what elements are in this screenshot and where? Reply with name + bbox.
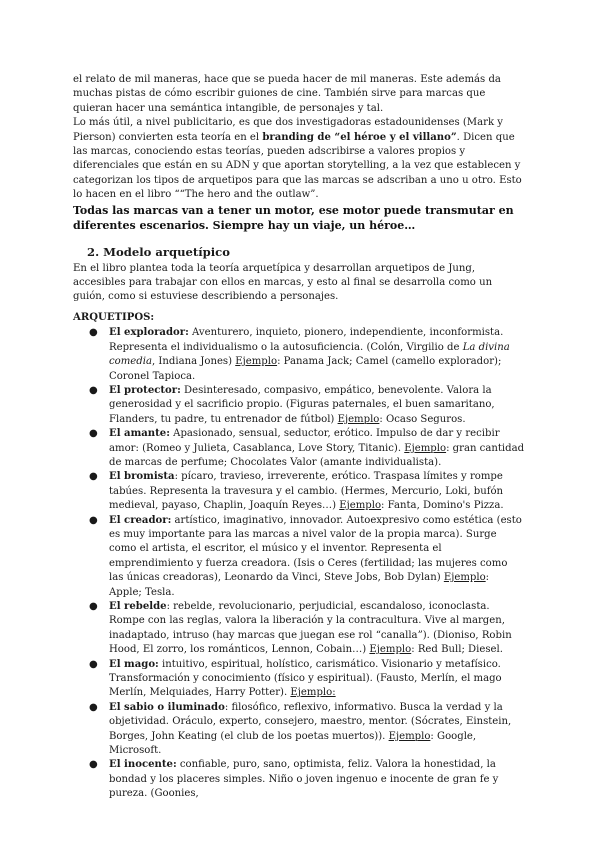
ejemplo-label: Ejemplo bbox=[443, 572, 486, 584]
archetype-description: : filosófico, reflexivo, informativo. Busca la verdad y la objetividad. Oráculo, experto, consejero, maestro, mentor. (Sócrates, Einstein, Borges, John Keating (el club de los poetas muertos)). bbox=[109, 701, 512, 742]
archetype-examples: : Fanta, Domino's Pizza. bbox=[381, 500, 504, 512]
ejemplo-label: Ejemplo bbox=[388, 730, 431, 742]
archetype-name: El explorador: bbox=[109, 327, 189, 339]
archetype-examples: : Red Bull; Diesel. bbox=[411, 644, 503, 656]
archetype-name: El amante: bbox=[109, 428, 170, 440]
archetype-item bbox=[73, 427, 525, 470]
section-body: En el libro plantea toda la teoría arquetípica y desarrollan arquetipos de Jung, accesibles para trabajar con ellos en marcas, y esto al final se desarrolla como un guión, como si estuviese describiendo a personajes. bbox=[73, 262, 493, 303]
archetype-name: El rebelde bbox=[109, 601, 167, 612]
bullet-icon: ● bbox=[89, 384, 98, 396]
archetype-name: El inocente: bbox=[109, 759, 177, 771]
archetype-name: El sabio o iluminado bbox=[109, 701, 225, 713]
branding-paragraph bbox=[73, 116, 525, 202]
archetypes-list bbox=[73, 326, 525, 801]
archetype-description: Apasionado, sensual, seductor, erótico. Impulso de dar y recibir amor: (Romeo y Julieta, Casablanca, Love Story, Titanic). bbox=[109, 428, 500, 454]
branding-text-b: . Dicen que las marcas, conociendo estas teorías, pueden adscribirse a valores propios y diferenciales que están en su ADN y que aportan storytelling, a la vez que establecen y categorizan los tipos de arquetipos para que las marcas se adscriban a uno u otro. Esto lo hacen en el libro ““The hero and the outlaw”. bbox=[73, 131, 522, 201]
archetype-description: intuitivo, espiritual, holístico, carismático. Visionario y metafísico. Transformación y conocimiento (físico y espiritual). (Fausto, Merlín, el mago Merlín, Melquiades, Harry Potter). bbox=[109, 658, 502, 699]
ejemplo-label: Ejemplo bbox=[235, 356, 278, 368]
archetype-description: : rebelde, revolucionario, perjudicial, escandaloso, iconoclasta. Rompe con las reglas, valora la liberación y la contracultura. Vive al margen, inadaptado, intruso (hay marcas que juegan ese rol “canalla”). (Dioniso, Robin Hood, El zorro, los románticos, Lennon, Cobain…) bbox=[109, 601, 512, 656]
bullet-icon: ● bbox=[89, 471, 98, 483]
intro-paragraph: el relato de mil maneras, hace que se pueda hacer de mil maneras. Este además da muchas pistas de cómo escribir guiones de cine. También sirve para marcas que quieran hacer una semántica intangible, de personajes y tal. bbox=[73, 74, 501, 114]
ejemplo-label: Ejemplo bbox=[339, 500, 382, 512]
archetype-examples: : Panama Jack; Camel (camello explorador); Coronel Tapioca. bbox=[109, 356, 502, 382]
bullet-icon: ● bbox=[89, 601, 98, 612]
archetype-description-b: , Indiana Jones) bbox=[151, 356, 236, 368]
branding-text-a: Lo más útil, a nivel publicitario, es que dos investigadoras estadounidenses (Mark y Pierson) convierten esta teoría en el bbox=[73, 117, 504, 143]
archetype-name: El mago: bbox=[109, 658, 159, 670]
archetype-item bbox=[73, 326, 525, 384]
archetype-item bbox=[73, 470, 525, 513]
bullet-icon: ● bbox=[89, 759, 98, 771]
archetype-examples: : Ocaso Seguros. bbox=[379, 413, 466, 425]
bullet-icon: ● bbox=[89, 428, 98, 440]
archetype-item bbox=[73, 514, 525, 600]
archetype-examples: : gran cantidad de marcas de perfume; Chocolates Valor (amante individualista). bbox=[109, 442, 525, 468]
ejemplo-label: Ejemplo bbox=[337, 413, 380, 425]
section-heading: 2. Modelo arquetípico bbox=[87, 244, 230, 259]
highlight-paragraph: Todas las marcas van a tener un motor, ese motor puede transmutar en diferentes escenarios. Siempre hay un viaje, un héroe… bbox=[73, 203, 514, 232]
ejemplo-label: Ejemplo bbox=[369, 644, 412, 656]
bullet-icon: ● bbox=[89, 658, 98, 670]
archetypes-title: ARQUETIPOS: bbox=[73, 311, 155, 323]
archetype-name: El protector: bbox=[109, 384, 181, 396]
branding-bold: branding de “el héroe y el villano” bbox=[262, 131, 457, 143]
archetype-item bbox=[73, 384, 525, 427]
bullet-icon: ● bbox=[89, 514, 98, 526]
archetype-description: confiable, puro, sano, optimista, feliz. Valora la honestidad, la bondad y los placeres simples. Niño o joven ingenuo e inocente de gran fe y pureza. (Goonies, bbox=[109, 759, 499, 800]
bullet-icon: ● bbox=[89, 327, 98, 339]
ejemplo-label: Ejemplo bbox=[404, 442, 447, 454]
archetype-name: El bromista bbox=[109, 471, 175, 483]
archetype-description: : pícaro, travieso, irreverente, erótico. Traspasa límites y rompe tabúes. Representa la travesura y el cambio. (Hermes, Mercurio, Loki, bufón medieval, payaso, Chaplin, Joaquín Reyes…) bbox=[109, 471, 504, 512]
archetype-name: El creador: bbox=[109, 514, 172, 526]
archetype-item bbox=[73, 758, 525, 801]
archetype-description: artístico, imaginativo, innovador. Autoexpresivo como estética (esto es muy importante para las marcas a nivel valor de la propia marca). Surge como el artista, el escritor, el músico y el inventor. Representa el emprendimiento y fuerza creadora. (Isis o Ceres (fertilidad; las mujeres como las únicas creadoras), Leonardo da Vinci, Steve Jobs, Bob Dylan) bbox=[109, 514, 522, 584]
archetype-italic: La divina comedia bbox=[109, 341, 510, 368]
archetype-item bbox=[73, 701, 525, 759]
archetype-examples: : Google, Microsoft. bbox=[109, 730, 477, 757]
document-page bbox=[73, 73, 525, 802]
bullet-icon: ● bbox=[89, 701, 98, 713]
archetype-examples: : Apple; Tesla. bbox=[109, 572, 490, 598]
archetype-description: Aventurero, inquieto, pionero, independiente, inconformista. Representa el individualismo o la autosuficiencia. (Colón, Virgilio de bbox=[109, 327, 504, 353]
ejemplo-label: Ejemplo: bbox=[290, 687, 336, 699]
archetype-item bbox=[73, 658, 525, 701]
archetype-description: Desinteresado, compasivo, empático, benevolente. Valora la generosidad y el sacrificio propio. (Figuras paternales, el buen samaritano, Flanders, tu padre, tu entrenador de fútbol) bbox=[109, 384, 495, 425]
archetype-item bbox=[73, 600, 525, 658]
